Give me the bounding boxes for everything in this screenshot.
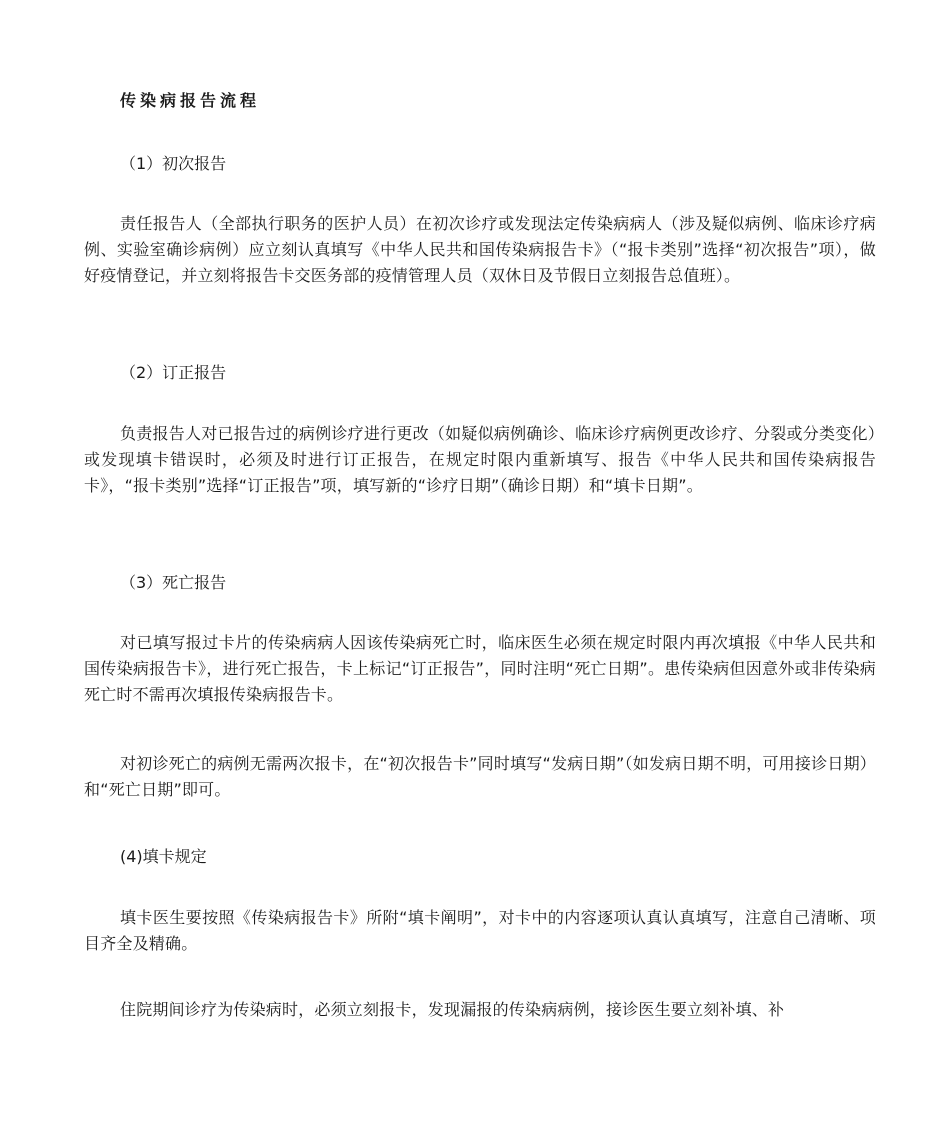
paragraph-hospitalization: 住院期间诊疗为传染病时，必须立刻报卡，发现漏报的传染病病例，接诊医生要立刻补填、补 <box>120 1000 785 1019</box>
section-heading-death-report: （3）死亡报告 <box>120 573 227 592</box>
paragraph-filling-rules: 填卡医生要按照《传染病报告卡》所附“填卡阐明”，对卡中的内容逐项认真认真填写，注意自己清晰、项目齐全及精确。 <box>84 908 876 953</box>
paragraph-correction-report: 负责报告人对已报告过的病例诊疗进行更改（如疑似病例确诊、临床诊疗病例更改诊疗、分裂或分类变化）或发现填卡错误时，必须及时进行订正报告，在规定时限内重新填写、报告《中华人民共和国传染病报告卡》，“报卡类别”选择“订正报告”项，填写新的“诊疗日期”（确诊日期）和“填卡日期”。 <box>84 424 876 495</box>
paragraph-initial-death: 对初诊死亡的病例无需两次报卡，在“初次报告卡”同时填写“发病日期”（如发病日期不明，可用接诊日期）和“死亡日期”即可。 <box>84 754 876 799</box>
section-heading-filling-rules: (4)填卡规定 <box>120 847 207 866</box>
section-heading-initial-report: （1）初次报告 <box>120 154 227 173</box>
document-title: 传染病报告流程 <box>120 91 261 110</box>
paragraph-death-report: 对已填写报过卡片的传染病病人因该传染病死亡时，临床医生必须在规定时限内再次填报《中华人民共和国传染病报告卡》，进行死亡报告，卡上标记“订正报告”，同时注明“死亡日期”。患传染病但因意外或非传染病死亡时不需再次填报传染病报告卡。 <box>84 633 876 704</box>
paragraph-initial-report: 责任报告人（全部执行职务的医护人员）在初次诊疗或发现法定传染病病人（涉及疑似病例、临床诊疗病例、实验室确诊病例）应立刻认真填写《中华人民共和国传染病报告卡》（“报卡类别”选择“初次报告”项），做好疫情登记，并立刻将报告卡交医务部的疫情管理人员（双休日及节假日立刻报告总值班）。 <box>84 214 876 285</box>
section-heading-correction-report: （2）订正报告 <box>120 363 227 382</box>
